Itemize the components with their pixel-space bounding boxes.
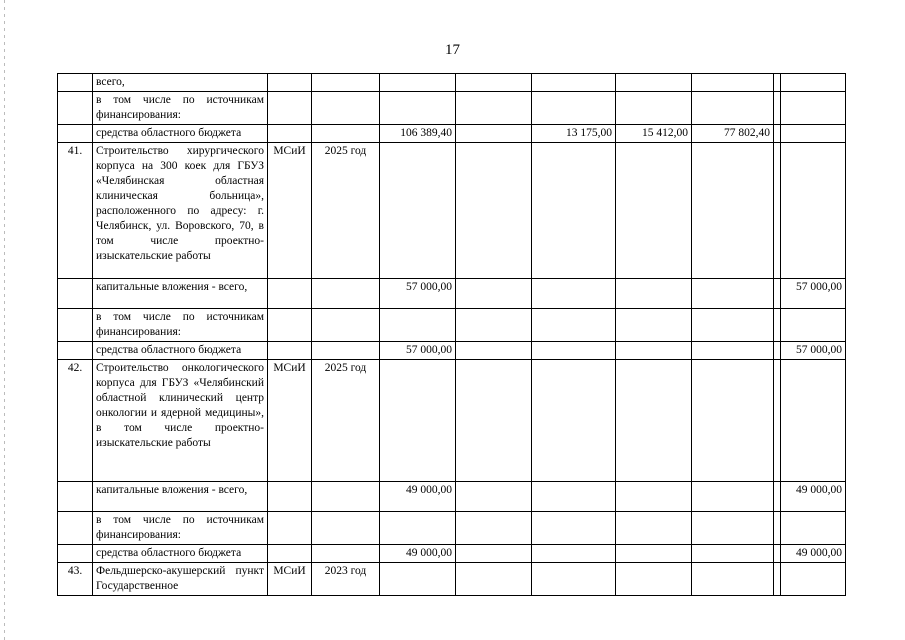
cell-amount-6: 49 000,00 xyxy=(781,482,846,512)
cell-amount-5 xyxy=(774,125,781,143)
cell-year xyxy=(312,512,380,545)
cell-amount-2 xyxy=(532,309,616,342)
cell-number: 42. xyxy=(58,360,93,482)
cell-amount-2 xyxy=(532,512,616,545)
cell-amount-1 xyxy=(456,279,532,309)
cell-amount-5 xyxy=(774,512,781,545)
cell-amount-2 xyxy=(532,563,616,596)
cell-amount-2: 13 175,00 xyxy=(532,125,616,143)
cell-executor: МСиИ xyxy=(268,563,312,596)
cell-number xyxy=(58,309,93,342)
cell-number xyxy=(58,279,93,309)
cell-description: капитальные вложения - всего, xyxy=(93,279,268,309)
cell-amount-6 xyxy=(781,74,846,92)
table-row xyxy=(58,125,846,143)
cell-amount-2 xyxy=(532,360,616,482)
cell-amount-1 xyxy=(456,545,532,563)
cell-total xyxy=(380,360,456,482)
cell-amount-4 xyxy=(692,143,774,279)
cell-amount-5 xyxy=(774,563,781,596)
cell-year xyxy=(312,545,380,563)
table-row xyxy=(58,74,846,92)
cell-description: Фельдшерско-акушерский пункт Государственное xyxy=(93,563,268,596)
table-row xyxy=(58,512,846,545)
cell-amount-4 xyxy=(692,279,774,309)
cell-amount-2 xyxy=(532,482,616,512)
cell-number xyxy=(58,482,93,512)
cell-amount-2 xyxy=(532,342,616,360)
cell-amount-1 xyxy=(456,482,532,512)
cell-number: 41. xyxy=(58,143,93,279)
cell-total: 49 000,00 xyxy=(380,482,456,512)
cell-description: Строительство хирургического корпуса на 300 коек для ГБУЗ «Челябинская областная клиническая больница», расположенного по адресу: г. Челябинск, ул. Воровского, 70, в том числе проектно-изыскательские работы xyxy=(93,143,268,279)
cell-amount-1 xyxy=(456,143,532,279)
cell-amount-6 xyxy=(781,309,846,342)
cell-description: средства областного бюджета xyxy=(93,125,268,143)
cell-amount-6 xyxy=(781,563,846,596)
cell-number xyxy=(58,92,93,125)
cell-amount-3 xyxy=(616,482,692,512)
cell-amount-2 xyxy=(532,279,616,309)
cell-amount-5 xyxy=(774,279,781,309)
cell-amount-6: 57 000,00 xyxy=(781,279,846,309)
cell-description: всего, xyxy=(93,74,268,92)
cell-total: 106 389,40 xyxy=(380,125,456,143)
cell-amount-5 xyxy=(774,545,781,563)
cell-amount-4 xyxy=(692,563,774,596)
cell-year xyxy=(312,482,380,512)
table-body xyxy=(58,74,846,596)
cell-amount-6: 49 000,00 xyxy=(781,545,846,563)
cell-description: средства областного бюджета xyxy=(93,342,268,360)
cell-amount-3 xyxy=(616,360,692,482)
cell-description: в том числе по источникам финансирования: xyxy=(93,309,268,342)
table-row-item xyxy=(58,360,846,482)
cell-executor xyxy=(268,482,312,512)
cell-amount-2 xyxy=(532,143,616,279)
cell-amount-1 xyxy=(456,309,532,342)
cell-year xyxy=(312,74,380,92)
cell-amount-4 xyxy=(692,512,774,545)
cell-total xyxy=(380,143,456,279)
cell-total: 57 000,00 xyxy=(380,279,456,309)
cell-number xyxy=(58,74,93,92)
cell-total: 57 000,00 xyxy=(380,342,456,360)
cell-amount-4 xyxy=(692,74,774,92)
cell-amount-1 xyxy=(456,92,532,125)
cell-amount-2 xyxy=(532,545,616,563)
cell-executor xyxy=(268,74,312,92)
binding-margin-line xyxy=(4,0,5,640)
cell-amount-2 xyxy=(532,74,616,92)
cell-total xyxy=(380,74,456,92)
cell-executor xyxy=(268,342,312,360)
cell-executor xyxy=(268,92,312,125)
cell-year xyxy=(312,279,380,309)
cell-amount-1 xyxy=(456,74,532,92)
cell-amount-1 xyxy=(456,125,532,143)
cell-number: 43. xyxy=(58,563,93,596)
cell-amount-1 xyxy=(456,342,532,360)
cell-year xyxy=(312,342,380,360)
page-number: 17 xyxy=(445,42,460,58)
cell-amount-3 xyxy=(616,309,692,342)
cell-amount-5 xyxy=(774,309,781,342)
cell-description: в том числе по источникам финансирования: xyxy=(93,92,268,125)
cell-number xyxy=(58,342,93,360)
cell-description: Строительство онкологического корпуса для ГБУЗ «Челябинский областной клинический центр онкологии и ядерной медицины», в том числе проектно-изыскательские работы xyxy=(93,360,268,482)
cell-year xyxy=(312,309,380,342)
cell-description: в том числе по источникам финансирования: xyxy=(93,512,268,545)
cell-description: средства областного бюджета xyxy=(93,545,268,563)
cell-amount-5 xyxy=(774,360,781,482)
table-row xyxy=(58,279,846,309)
table-row xyxy=(58,92,846,125)
cell-year xyxy=(312,125,380,143)
cell-amount-3 xyxy=(616,74,692,92)
cell-executor xyxy=(268,279,312,309)
cell-amount-5 xyxy=(774,342,781,360)
cell-amount-5 xyxy=(774,74,781,92)
cell-description: капитальные вложения - всего, xyxy=(93,482,268,512)
cell-total xyxy=(380,563,456,596)
cell-amount-5 xyxy=(774,143,781,279)
cell-amount-6 xyxy=(781,360,846,482)
cell-number xyxy=(58,512,93,545)
cell-executor xyxy=(268,125,312,143)
cell-amount-3 xyxy=(616,563,692,596)
cell-amount-3 xyxy=(616,143,692,279)
cell-amount-4 xyxy=(692,309,774,342)
cell-executor: МСиИ xyxy=(268,360,312,482)
cell-executor xyxy=(268,545,312,563)
cell-amount-4 xyxy=(692,360,774,482)
cell-amount-3 xyxy=(616,342,692,360)
cell-amount-6 xyxy=(781,92,846,125)
cell-amount-4 xyxy=(692,92,774,125)
financing-table xyxy=(57,73,846,596)
cell-amount-1 xyxy=(456,512,532,545)
cell-amount-1 xyxy=(456,563,532,596)
cell-amount-4: 77 802,40 xyxy=(692,125,774,143)
cell-amount-6: 57 000,00 xyxy=(781,342,846,360)
cell-total xyxy=(380,512,456,545)
cell-total xyxy=(380,92,456,125)
cell-executor: МСиИ xyxy=(268,143,312,279)
cell-year: 2023 год xyxy=(312,563,380,596)
table-row xyxy=(58,482,846,512)
cell-amount-4 xyxy=(692,342,774,360)
table-row xyxy=(58,342,846,360)
cell-executor xyxy=(268,309,312,342)
table-row-item xyxy=(58,143,846,279)
cell-amount-6 xyxy=(781,512,846,545)
cell-number xyxy=(58,545,93,563)
table-row xyxy=(58,545,846,563)
cell-amount-1 xyxy=(456,360,532,482)
cell-amount-3 xyxy=(616,512,692,545)
cell-amount-3 xyxy=(616,545,692,563)
cell-amount-5 xyxy=(774,92,781,125)
cell-total xyxy=(380,309,456,342)
cell-number xyxy=(58,125,93,143)
cell-year: 2025 год xyxy=(312,143,380,279)
cell-amount-3 xyxy=(616,279,692,309)
cell-amount-3: 15 412,00 xyxy=(616,125,692,143)
cell-amount-6 xyxy=(781,125,846,143)
cell-amount-4 xyxy=(692,482,774,512)
cell-amount-5 xyxy=(774,482,781,512)
table-row xyxy=(58,309,846,342)
cell-year xyxy=(312,92,380,125)
cell-amount-4 xyxy=(692,545,774,563)
cell-amount-6 xyxy=(781,143,846,279)
cell-executor xyxy=(268,512,312,545)
cell-total: 49 000,00 xyxy=(380,545,456,563)
cell-amount-2 xyxy=(532,92,616,125)
table-row-item xyxy=(58,563,846,596)
cell-amount-3 xyxy=(616,92,692,125)
cell-year: 2025 год xyxy=(312,360,380,482)
